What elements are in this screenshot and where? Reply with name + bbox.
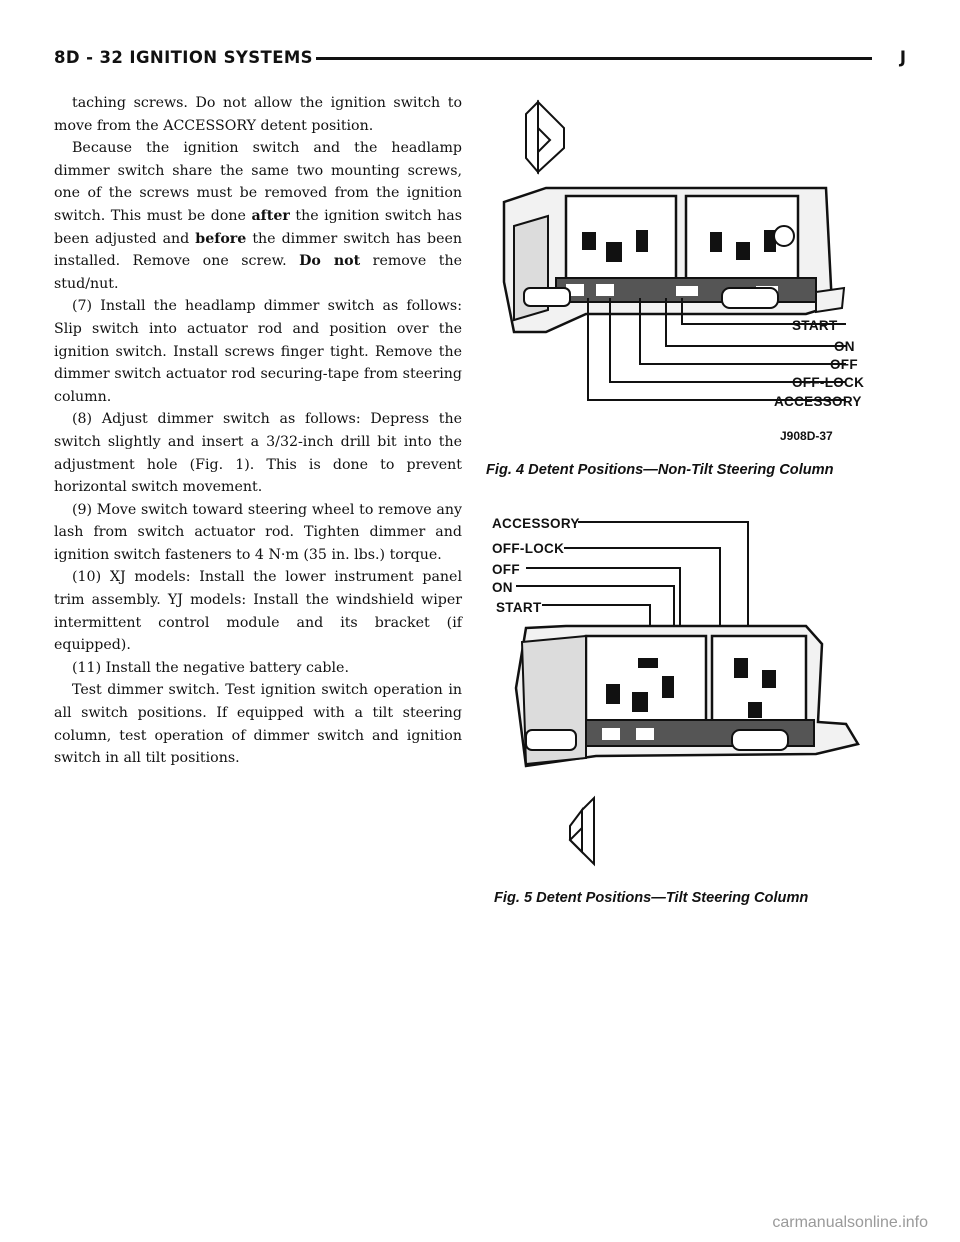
paragraph-6: (10) XJ models: Install the lower instrument panel trim assembly. YJ models: Install the windshield wiper intermittent control module and its bracket (if equipped). (54, 569, 462, 654)
fig4-code: J908D-37 (780, 429, 833, 443)
figure-4-drawing (486, 92, 886, 452)
paragraph-5: (9) Move switch toward steering wheel to remove any lash from switch actuator rod. Tighten dimmer and ignition switch fasteners to 4 N·m (35 in. lbs.) torque. (54, 501, 462, 563)
fig5-label-off: OFF (492, 562, 520, 577)
paragraph-8: Test dimmer switch. Test ignition switch operation in all switch positions. If equipped with a tilt steering column, test operation of dimmer switch and ignition switch in all tilt positions. (54, 682, 462, 767)
section-title: 8D - 32 IGNITION SYSTEMS (54, 48, 313, 67)
figure-5-drawing (486, 508, 886, 878)
fig4-label-off: OFF (830, 357, 858, 372)
fig5-label-on: ON (492, 580, 513, 595)
fig4-label-accessory: ACCESSORY (774, 394, 862, 409)
figure-4-caption: Fig. 4 Detent Positions—Non-Tilt Steering Column (486, 462, 834, 478)
arrow-icon (538, 102, 564, 172)
page-header (54, 48, 906, 74)
section-letter: J (899, 48, 906, 67)
paragraph-7: (11) Install the negative battery cable. (72, 659, 349, 676)
fig5-label-off-lock: OFF-LOCK (492, 541, 565, 556)
fig4-label-start: START (792, 318, 838, 333)
fig4-label-off-lock: OFF-LOCK (792, 375, 865, 390)
figure-5-caption: Fig. 5 Detent Positions—Tilt Steering Column (494, 890, 809, 906)
figure-4 (486, 92, 886, 452)
fig5-label-start: START (496, 600, 542, 615)
watermark: carmanualsonline.info (772, 1214, 928, 1231)
paragraph-1: taching screws. Do not allow the ignition switch to move from the ACCESSORY detent position. (54, 95, 462, 134)
paragraph-3: (7) Install the headlamp dimmer switch as follows: Slip switch into actuator rod and position over the ignition switch. Install screws finger tight. Remove the dimmer switch actuator rod securing-tape from steering column. (54, 298, 462, 405)
fig5-label-accessory: ACCESSORY (492, 516, 580, 531)
paragraph-2: Because the ignition switch and the headlamp dimmer switch share the same two mounting screws, one of the screws must be removed from the ignition switch. This must be done after the ignition switch has been adjusted and before the dimmer switch has been installed. Remove one screw. Do not remove the stud/nut. (54, 140, 462, 292)
figure-5 (486, 508, 886, 878)
header-rule (316, 57, 872, 60)
paragraph-4: (8) Adjust dimmer switch as follows: Depress the switch slightly and insert a 3/32-inch drill bit into the adjustment hole (Fig. 1). This is done to prevent horizontal switch movement. (54, 411, 462, 496)
body-text (54, 92, 462, 770)
fig4-label-on: ON (834, 339, 855, 354)
